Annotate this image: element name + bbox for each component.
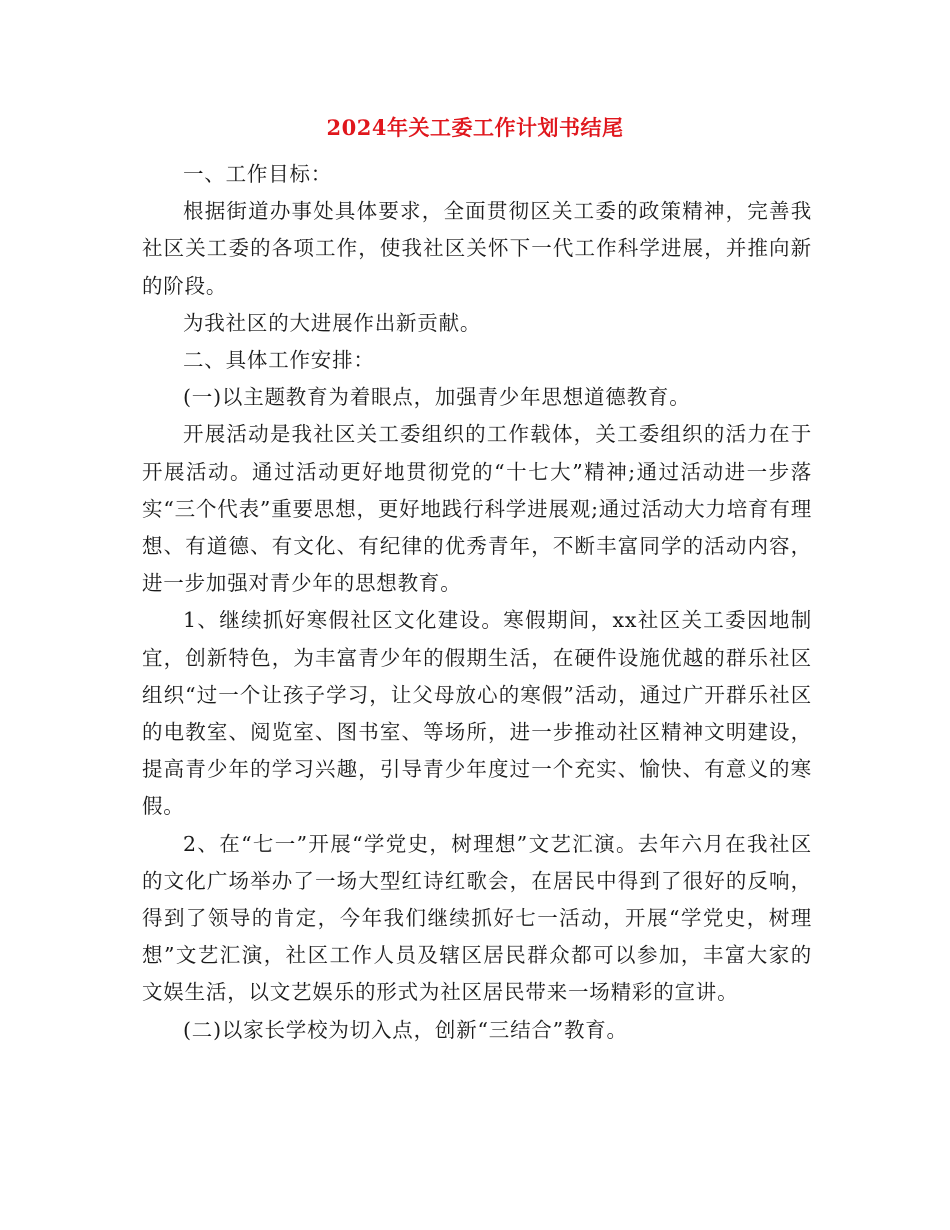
subheading-theme-education: (一)以主题教育为着眼点，加强青少年思想道德教育。 xyxy=(183,385,691,410)
section-heading-goals: 一、工作目标： xyxy=(183,162,333,186)
section-heading-arrangements: 二、具体工作安排： xyxy=(183,348,375,373)
paragraph-activities: 开展活动是我社区关工委组织的工作载体，关工委组织的活力在于开展活动。通过活动更好地贯彻党的“十七大”精神;通过活动进一步落实“三个代表”重要思想，更好地践行科学进展观;通过活动大力培育有理想、有道德、有文化、有纪律的优秀青年，不断丰富同学的活动内容，进一步加强对青少年的思想教育。 xyxy=(142,422,812,596)
subheading-parent-school: (二)以家长学校为切入点，创新“三结合”教育。 xyxy=(183,1017,628,1042)
document-body xyxy=(142,156,812,1049)
document-title: 2024年关工委工作计划书结尾 xyxy=(326,115,624,140)
paragraph-july-performance: 2、在“七一”开展“学党史，树理想”文艺汇演。去年六月在我社区的文化广场举办了一场大型红诗红歌会，在居民中得到了很好的反响，得到了领导的肯定，今年我们继续抓好七一活动，开展“学党史，树理想”文艺汇演，社区工作人员及辖区居民群众都可以参加，丰富大家的文娱生活，以文艺娱乐的形式为社区居民带来一场精彩的宣讲。 xyxy=(142,831,812,1005)
paragraph-contribution: 为我社区的大进展作出新贡献。 xyxy=(183,310,482,335)
paragraph-winter-vacation: 1、继续抓好寒假社区文化建设。寒假期间，xx社区关工委因地制宜，创新特色，为丰富青少年的假期生活，在硬件设施优越的群乐社区组织“过一个让孩子学习，让父母放心的寒假”活动，通过广开群乐社区的电教室、阅览室、图书室、等场所，进一步推动社区精神文明建设，提高青少年的学习兴趣，引导青少年度过一个充实、愉快、有意义的寒假。 xyxy=(142,608,812,819)
paragraph-goals: 根据街道办事处具体要求，全面贯彻区关工委的政策精神，完善我社区关工委的各项工作，使我社区关怀下一代工作科学进展，并推向新的阶段。 xyxy=(142,199,812,298)
